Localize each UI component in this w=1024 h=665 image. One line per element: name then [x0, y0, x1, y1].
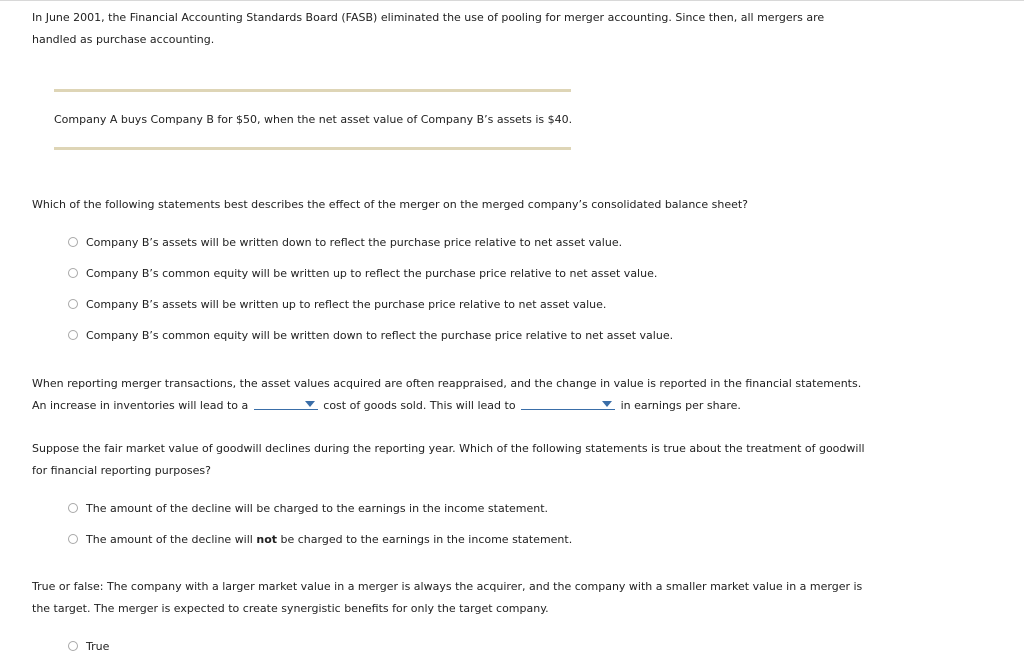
- radio-button[interactable]: [68, 534, 78, 544]
- q3-option-2-post: be charged to the earnings in the income statement.: [280, 532, 573, 546]
- q2-block: [32, 373, 932, 417]
- q3-option-2-pre: The amount of the decline will: [86, 532, 253, 546]
- dropdown-arrow-icon: [602, 401, 612, 407]
- radio-button[interactable]: [68, 237, 78, 247]
- q2-line2: [32, 395, 932, 417]
- q3-prompt: Suppose the fair market value of goodwill declines during the reporting year. Which of the following statements is true about the treatment of goodwill for financial reporting purposes?: [32, 442, 865, 477]
- q1-option-1[interactable]: [68, 234, 622, 250]
- radio-button[interactable]: [68, 299, 78, 309]
- scenario-text: Company A buys Company B for $50, when the net asset value of Company B’s assets is $40.: [54, 113, 573, 126]
- q1-option-3-label: Company B’s assets will be written up to reflect the purchase price relative to net asset value.: [86, 297, 607, 311]
- q1-prompt: Which of the following statements best describes the effect of the merger on the merged company’s consolidated balance sheet?: [32, 198, 749, 211]
- q2-part1: An increase in inventories will lead to a: [32, 399, 249, 412]
- q4-option-true-label: True: [86, 639, 110, 653]
- radio-button[interactable]: [68, 330, 78, 340]
- q2-dropdown-1[interactable]: [254, 396, 318, 410]
- q3-option-2[interactable]: [68, 531, 572, 547]
- dropdown-arrow-icon: [305, 401, 315, 407]
- q2-part3: in earnings per share.: [620, 399, 741, 412]
- q3-option-2-label: [86, 533, 572, 546]
- q2-part2: cost of goods sold. This will lead to: [323, 399, 516, 412]
- scenario-bottom-rule: [54, 147, 571, 150]
- q1-option-3[interactable]: [68, 296, 606, 312]
- radio-button[interactable]: [68, 641, 78, 651]
- q2-line1: When reporting merger transactions, the asset values acquired are often reappraised, and the change in value is reported in the financial statements.: [32, 377, 862, 390]
- q1-option-2-label: Company B’s common equity will be written up to reflect the purchase price relative to net asset value.: [86, 266, 658, 280]
- q1-option-4[interactable]: [68, 327, 673, 343]
- radio-button[interactable]: [68, 503, 78, 513]
- q3-option-1-label: The amount of the decline will be charged to the earnings in the income statement.: [86, 501, 549, 515]
- q1-option-1-label: Company B’s assets will be written down to reflect the purchase price relative to net asset value.: [86, 235, 623, 249]
- scenario-top-rule: [54, 89, 571, 92]
- intro-text: In June 2001, the Financial Accounting Standards Board (FASB) eliminated the use of pooling for merger accounting. Since then, all mergers are handled as purchase accounting.: [32, 11, 825, 46]
- q3-option-2-emphasis: not: [256, 532, 278, 546]
- q4-prompt: True or false: The company with a larger market value in a merger is always the acquirer, and the company with a smaller market value in a merger is the target. The merger is expected to create synergistic benefits for only the target company.: [32, 580, 863, 615]
- q3-option-1[interactable]: [68, 500, 548, 516]
- q2-dropdown-2[interactable]: [521, 396, 615, 410]
- q4-option-true[interactable]: [68, 638, 109, 654]
- q1-option-2[interactable]: [68, 265, 657, 281]
- radio-button[interactable]: [68, 268, 78, 278]
- q1-option-4-label: Company B’s common equity will be written down to reflect the purchase price relative to net asset value.: [86, 328, 674, 342]
